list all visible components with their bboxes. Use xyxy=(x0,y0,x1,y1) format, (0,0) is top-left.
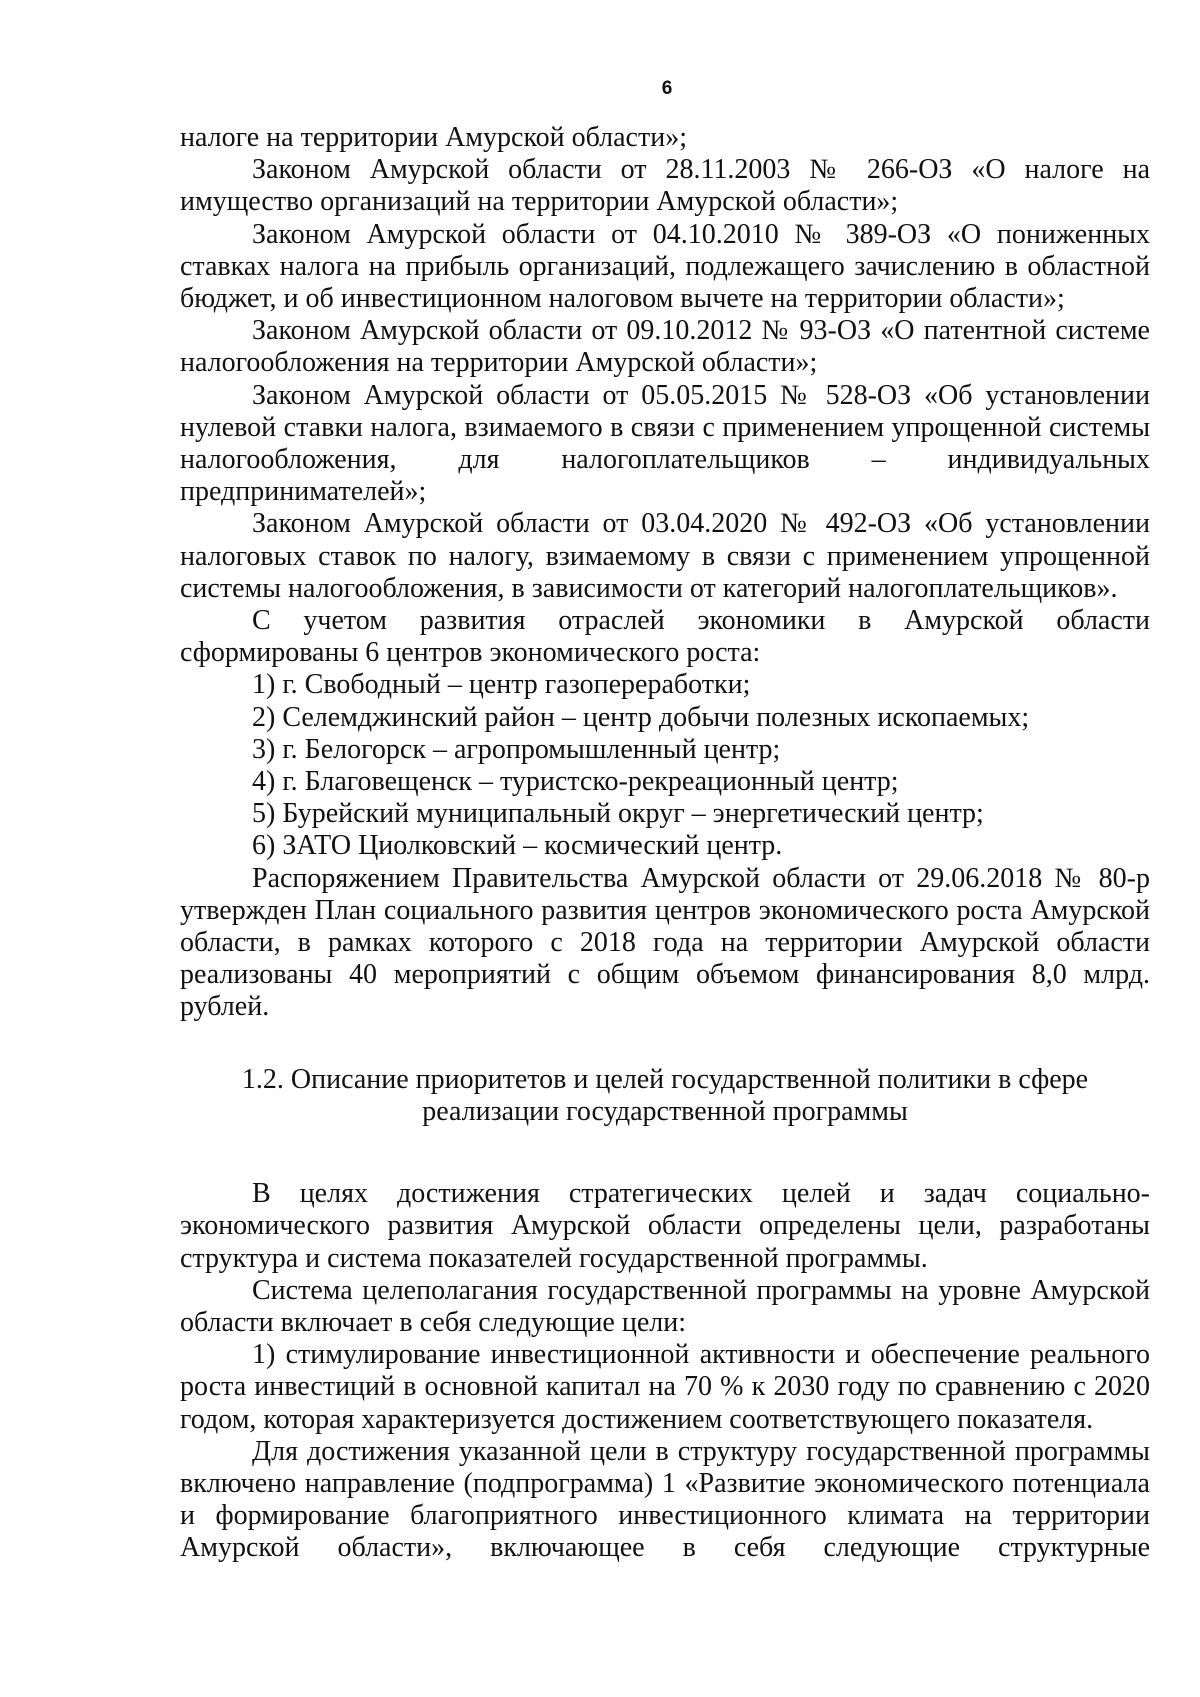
list-item-growth-center: 3) г. Белогорск – агропромышленный центр; xyxy=(252,733,781,765)
paragraph-law-389: Законом Амурской области от 04.10.2010 № 389-ОЗ «О пониженных ставках налога на прибыль организаций, подлежащего зачислению в областной бюджет, и об инвестиционном налоговом вычете на территории области»; xyxy=(180,218,1150,315)
paragraph-law-266: Законом Амурской области от 28.11.2003 № 266-ОЗ «О налоге на имущество организаций на территории Амурской области»; xyxy=(180,154,1150,218)
paragraph-subprogram-1: Для достижения указанной цели в структуру государственной программы включено направление (подпрограмма) 1 «Развитие экономического потенциала и формирование благоприятного инвестиционного климата на территории Амурской области», включающее в себя следующие структурные xyxy=(180,1435,1150,1564)
list-item-growth-center: 1) г. Свободный – центр газопереработки; xyxy=(252,669,751,701)
paragraph-law-492: Законом Амурской области от 03.04.2020 № 492-ОЗ «Об установлении налоговых ставок по налогу, взимаемому в связи с применением упрощенной системы налогообложения, в зависимости от категорий налогоплательщиков». xyxy=(180,508,1150,604)
section-heading-line: реализации государственной программы xyxy=(422,1095,908,1127)
paragraph-law-528: Законом Амурской области от 05.05.2015 № 528-ОЗ «Об установлении нулевой ставки налога, взимаемого в связи с применением упрощенной системы налогообложения, для налогоплательщиков – индивидуальных предпринимателей»; xyxy=(180,379,1150,508)
page-number: 6 xyxy=(661,78,673,99)
paragraph-goal-system: Система целеполагания государственной программы на уровне Амурской области включает в себя следующие цели: xyxy=(180,1274,1150,1338)
document-body xyxy=(180,122,1150,1565)
section-heading xyxy=(180,1064,1150,1128)
list-item-growth-center: 2) Селемджинский район – центр добычи полезных ископаемых; xyxy=(252,701,1030,733)
list-item-growth-center: 6) ЗАТО Циолковский – космический центр. xyxy=(252,830,783,862)
paragraph-strategic-goals: В целях достижения стратегических целей и задач социально-экономического развития Амурской области определены цели, разработаны структура и система показателей государственной программы. xyxy=(180,1178,1150,1274)
paragraph-law-93: Законом Амурской области от 09.10.2012 № 93-ОЗ «О патентной системе налогообложения на территории Амурской области»; xyxy=(180,315,1150,379)
paragraph-continuation: налоге на территории Амурской области»; xyxy=(180,122,687,153)
list-item-growth-center: 4) г. Благовещенск – туристско-рекреационный центр; xyxy=(252,766,899,798)
paragraph-social-development-plan: Распоряжением Правительства Амурской области от 29.06.2018 № 80-р утвержден План социального развития центров экономического роста Амурской области, в рамках которого с 2018 года на территории Амурской области реализованы 40 мероприятий с общим объемом финансирования 8,0 млрд. рублей. xyxy=(180,862,1150,1023)
list-item-growth-center: 5) Бурейский муниципальный округ – энергетический центр; xyxy=(252,798,984,830)
paragraph-growth-centers-intro: С учетом развития отраслей экономики в Амурской области сформированы 6 центров экономического роста: xyxy=(180,605,1150,669)
paragraph-goal-1: 1) стимулирование инвестиционной активности и обеспечение реального роста инвестиций в основной капитал на 70 % к 2030 году по сравнению с 2020 годом, которая характеризуется достижением соответствующего показателя. xyxy=(180,1339,1150,1435)
section-heading-line: 1.2. Описание приоритетов и целей государственной политики в сфере xyxy=(241,1063,1089,1095)
